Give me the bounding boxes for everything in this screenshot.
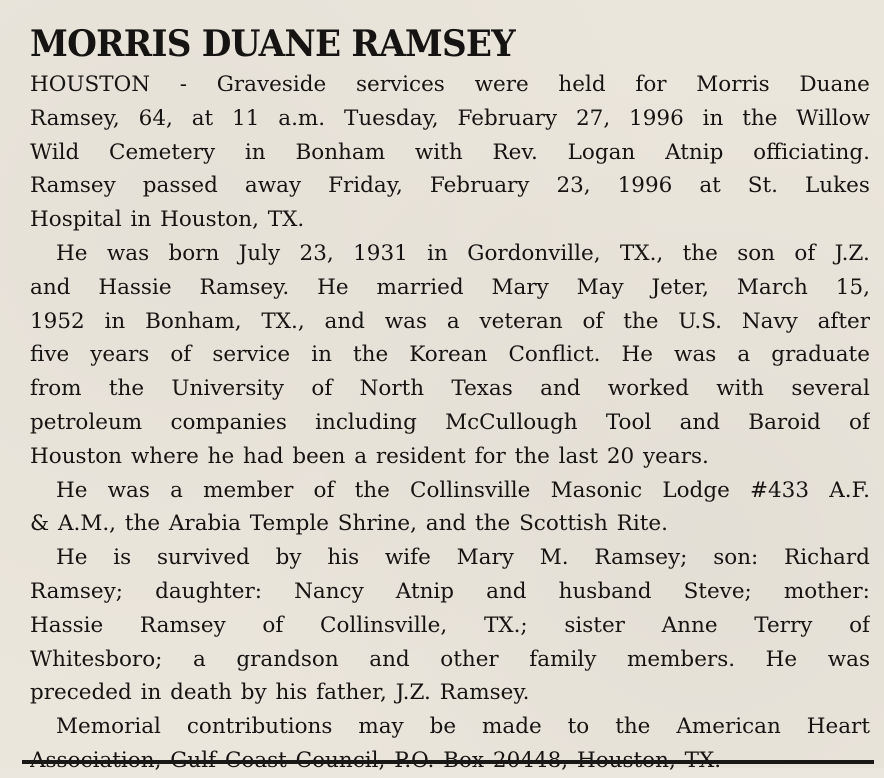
word: of: [794, 240, 816, 266]
word: and: [679, 409, 721, 435]
word: daughter:: [155, 578, 263, 604]
word: 11: [232, 105, 260, 131]
paragraph-3-line-2: & A.M., the Arabia Temple Shrine, and the Scottish Rite.: [30, 511, 668, 537]
word: Logan: [567, 139, 636, 165]
word: with: [414, 139, 463, 165]
paragraph-2-line-3: [30, 305, 870, 339]
word: members.: [626, 646, 736, 672]
paragraph-3-line-1: [30, 474, 870, 508]
word: of: [311, 376, 333, 402]
word: 1952: [30, 308, 85, 334]
word: son:: [713, 545, 759, 571]
word: Jeter,: [651, 274, 710, 300]
obituary-headline: MORRIS DUANE RAMSEY: [30, 23, 515, 65]
word: in: [244, 139, 266, 165]
word: TX.,: [619, 240, 664, 266]
word: were: [474, 72, 529, 97]
word: of: [262, 612, 284, 638]
word: American: [676, 714, 781, 740]
word: for: [635, 72, 667, 97]
word: 1996: [617, 173, 673, 199]
word: Collinsville: [410, 477, 531, 503]
word: held: [558, 72, 606, 97]
paragraph-1-line-3: [30, 136, 870, 170]
word: North: [359, 376, 425, 402]
word: years: [90, 342, 150, 368]
word: TX.,: [261, 308, 305, 334]
word: Willow: [796, 105, 870, 131]
word: Atnip: [665, 139, 724, 165]
word: July: [238, 240, 281, 266]
word: Tuesday,: [343, 105, 439, 131]
word: away: [244, 173, 302, 199]
word: Rev.: [492, 139, 538, 165]
paragraph-4-line-1: [30, 541, 870, 575]
word: Bonham,: [145, 308, 242, 334]
word: Ramsey,: [30, 105, 120, 131]
word: the: [353, 342, 389, 368]
word: University: [171, 376, 285, 402]
paragraph-2-line-4: [30, 338, 870, 372]
paragraph-4-line-2: [30, 575, 870, 609]
word: Graveside: [216, 72, 327, 97]
word: the: [354, 477, 390, 503]
word: a: [446, 308, 460, 334]
word: Bonham: [295, 139, 386, 165]
word: Lodge: [662, 477, 730, 503]
word: of: [582, 308, 604, 334]
word: -: [179, 72, 187, 97]
word: was: [674, 342, 717, 368]
word: services: [355, 72, 445, 97]
word: 64,: [138, 105, 173, 131]
word: is: [113, 545, 132, 571]
word: service: [212, 342, 291, 368]
word: in: [311, 342, 332, 368]
word: Steve;: [683, 578, 752, 604]
word: at: [191, 105, 214, 131]
word: Hassie: [30, 612, 104, 638]
word: and: [486, 578, 527, 604]
paragraph-2-line-7: Houston where he had been a resident for the last 20 years.: [30, 443, 709, 469]
word: contributions: [186, 714, 333, 740]
word: 15,: [835, 274, 870, 300]
word: the: [682, 240, 718, 266]
word: He: [56, 477, 88, 503]
word: Nancy: [294, 578, 364, 604]
word: married: [376, 274, 464, 300]
word: 23,: [299, 240, 334, 266]
word: born: [168, 240, 220, 266]
word: in: [427, 240, 448, 266]
word: He: [621, 342, 653, 368]
word: husband: [558, 578, 652, 604]
word: his: [327, 545, 360, 571]
word: was: [827, 646, 870, 672]
word: Ramsey;: [30, 578, 124, 604]
word: veteran: [479, 308, 563, 334]
word: Richard: [784, 545, 870, 571]
obituary-body: [30, 68, 870, 778]
word: Collinsville,: [320, 612, 448, 638]
word: He: [56, 240, 88, 266]
paragraph-4-line-5: preceded in death by his father, J.Z. Ramsey.: [30, 680, 530, 706]
word: with: [716, 376, 765, 402]
word: wife: [384, 545, 431, 571]
word: #433: [749, 477, 810, 503]
word: a: [737, 342, 751, 368]
word: by: [275, 545, 302, 571]
word: including: [315, 409, 417, 435]
paragraph-2-line-6: [30, 406, 870, 440]
word: He: [765, 646, 798, 672]
word: Wild: [30, 139, 80, 165]
word: 1996: [629, 105, 684, 131]
word: a: [170, 477, 183, 503]
word: grandson: [236, 646, 339, 672]
word: February: [429, 173, 530, 199]
word: TX.;: [483, 612, 528, 638]
word: A.F.: [829, 477, 870, 503]
word: Navy: [741, 308, 798, 334]
word: was: [106, 240, 150, 266]
word: survived: [157, 545, 250, 571]
word: and: [540, 376, 581, 402]
word: Terry: [754, 612, 813, 638]
word: of: [170, 342, 192, 368]
word: worked: [607, 376, 689, 402]
word: Ramsey: [30, 173, 116, 199]
word: in: [104, 308, 126, 334]
word: other: [440, 646, 499, 672]
paragraph-1-line-5: Hospital in Houston, TX.: [30, 207, 305, 233]
word: after: [817, 308, 870, 334]
paragraph-2-line-5: [30, 372, 870, 406]
word: Lukes: [804, 173, 870, 199]
word: Gordonville,: [467, 240, 601, 266]
word: may: [358, 714, 404, 740]
word: 27,: [575, 105, 611, 131]
word: Baroid: [748, 409, 821, 435]
word: several: [791, 376, 870, 402]
word: to: [567, 714, 590, 740]
word: sister: [564, 612, 625, 638]
word: March: [736, 274, 808, 300]
word: St.: [747, 173, 778, 199]
word: at: [699, 173, 721, 199]
word: May: [576, 274, 624, 300]
word: mother:: [783, 578, 870, 604]
word: member: [203, 477, 294, 503]
word: McCullough: [445, 409, 578, 435]
word: a: [192, 646, 206, 672]
word: M.: [539, 545, 569, 571]
word: U.S.: [678, 308, 723, 334]
word: be: [429, 714, 457, 740]
word: and: [369, 646, 410, 672]
paragraph-4-line-3: [30, 609, 870, 643]
word: Mary: [456, 545, 514, 571]
word: Morris: [696, 72, 770, 97]
word: Ramsey.: [199, 274, 290, 300]
bottom-rule: [22, 760, 874, 764]
word: Cemetery: [109, 139, 216, 165]
word: and: [324, 308, 365, 334]
word: of: [313, 477, 335, 503]
word: and: [30, 274, 71, 300]
word: companies: [170, 409, 287, 435]
word: of: [849, 612, 870, 638]
paragraph-5-line-1: [30, 710, 870, 744]
word: Ramsey;: [594, 545, 688, 571]
word: the: [742, 105, 778, 131]
word: Heart: [806, 714, 870, 740]
word: made: [482, 714, 542, 740]
word: He: [317, 274, 349, 300]
paragraph-2-line-1: [30, 237, 870, 271]
word: He: [56, 545, 88, 571]
word: of: [849, 409, 870, 435]
word: Anne: [661, 612, 718, 638]
paragraph-2-line-2: [30, 271, 870, 305]
word: family: [529, 646, 597, 672]
word: Texas: [451, 376, 513, 402]
word: Korean: [409, 342, 488, 368]
word: son: [737, 240, 776, 266]
word: Masonic: [550, 477, 643, 503]
word: Memorial: [56, 714, 161, 740]
paragraph-4-line-4: [30, 643, 870, 677]
word: officiating.: [753, 139, 870, 165]
word: Conflict.: [508, 342, 601, 368]
word: Duane: [799, 72, 870, 97]
word: petroleum: [30, 409, 143, 435]
word: the: [108, 376, 145, 402]
word: was: [384, 308, 428, 334]
word: Whitesboro;: [30, 646, 163, 672]
word: Ramsey: [139, 612, 226, 638]
word: passed: [142, 173, 218, 199]
word: Mary: [491, 274, 549, 300]
paragraph-1-line-1: [30, 68, 870, 102]
word: graduate: [771, 342, 870, 368]
word: in: [702, 105, 724, 131]
word: 23,: [556, 173, 591, 199]
paragraph-1-line-2: [30, 102, 870, 136]
word: HOUSTON: [30, 72, 151, 97]
word: was: [107, 477, 150, 503]
word: J.Z.: [834, 240, 870, 266]
word: Hassie: [98, 274, 172, 300]
word: a.m.: [278, 105, 326, 131]
word: from: [30, 376, 82, 402]
word: February: [457, 105, 558, 131]
word: Tool: [605, 409, 652, 435]
word: the: [623, 308, 659, 334]
word: 1931: [353, 240, 408, 266]
word: Friday,: [328, 173, 403, 199]
word: Atnip: [395, 578, 455, 604]
word: the: [615, 714, 651, 740]
paragraph-1-line-4: [30, 169, 870, 203]
word: five: [30, 342, 70, 368]
